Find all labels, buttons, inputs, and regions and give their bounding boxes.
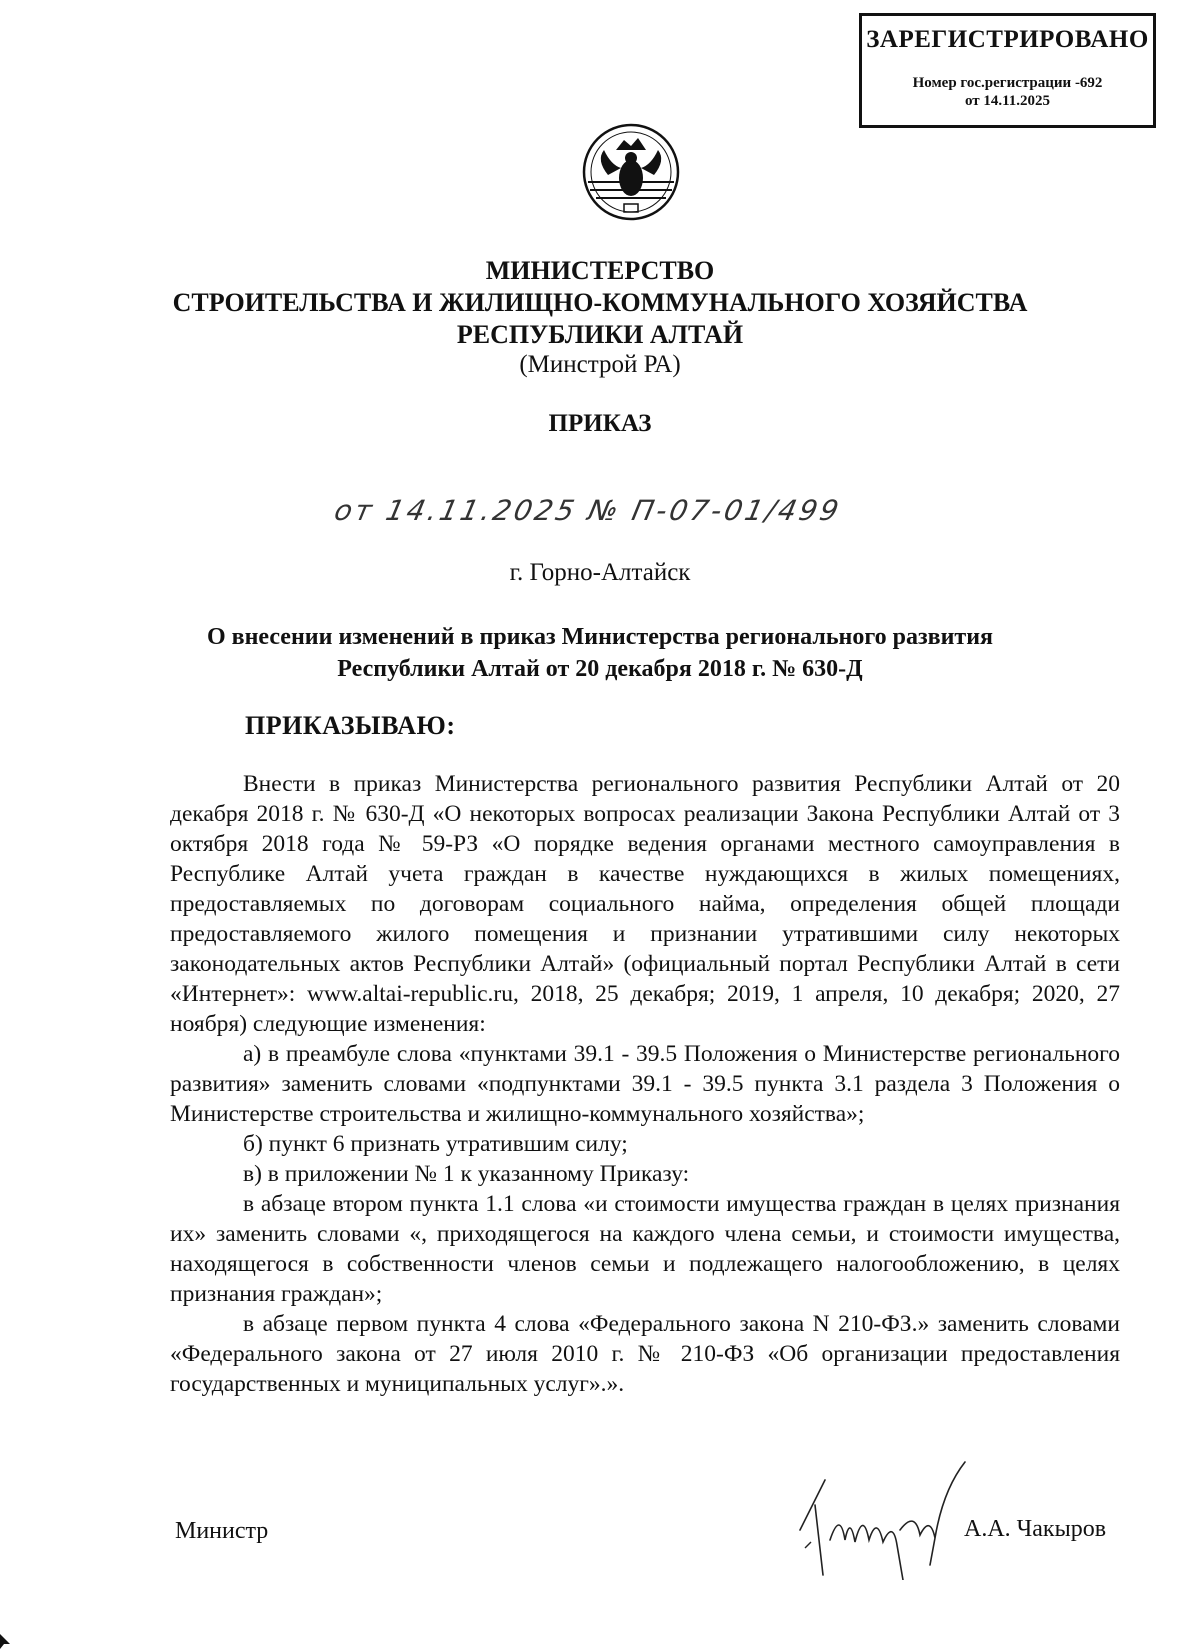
document-subject (0, 621, 1200, 685)
body-paragraph-5: в абзаце втором пункта 1.1 слова «и стоимости имущества граждан в целях признания их» заменить словами «, приходящегося на каждого члена семьи, и стоимости имущества, находящегося в собственности членов семьи и подлежащего налогообложению, в целях признания граждан»; (170, 1191, 1120, 1307)
signer-role: Министр (175, 1518, 269, 1544)
signer-name: А.А. Чакыров (964, 1516, 1107, 1542)
document-body (170, 769, 1120, 1399)
registration-title: ЗАРЕГИСТРИРОВАНО (866, 26, 1149, 53)
body-paragraph-4: в) в приложении № 1 к указанному Приказу: (243, 1161, 690, 1187)
republic-altai-coat-of-arms-icon (566, 120, 696, 225)
order-word: ПРИКАЗЫВАЮ: (245, 711, 456, 740)
subject-line2: Республики Алтай от 20 декабря 2018 г. № 630-Д (337, 656, 863, 682)
body-paragraph-6: в абзаце первом пункта 4 слова «Федерального закона N 210-ФЗ.» заменить словами «Федерального закона от 27 июля 2010 г. № 210-ФЗ «Об организации предоставления государственных и муниципальных услуг».». (170, 1311, 1120, 1397)
body-paragraph-1: Внести в приказ Министерства регионального развития Республики Алтай от 20 декабря 2018 г. № 630-Д «О некоторых вопросах реализации Закона Республики Алтай от 3 октября 2018 года № 59-РЗ «О порядке ведения органами местного самоуправления в Республике Алтай учета граждан в качестве нуждающихся в жилых помещениях, предоставляемых по договорам социального найма, определения общей площади предоставляемого жилого помещения и признании утратившими силу некоторых законодательных актов Республики Алтай» (официальный портал Республики Алтай в сети «Интернет»: www.altai-republic.ru, 2018, 25 декабря; 2019, 1 апреля, 10 декабря; 2020, 27 ноября) следующие изменения: (170, 771, 1120, 1037)
ministry-title-line3: РЕСПУБЛИКИ АЛТАЙ (456, 320, 744, 349)
header (0, 255, 1200, 379)
body-paragraph-3: б) пункт 6 признать утратившим силу; (243, 1131, 628, 1157)
body-paragraph-2: а) в преамбуле слова «пунктами 39.1 - 39.5 Положения о Министерстве регионального развития» заменить словами «подпунктами 39.1 - 39.5 пункта 3.1 раздела 3 Положения о Министерстве строительства и жилищно-коммунального хозяйства»; (170, 1041, 1120, 1127)
city: г. Горно-Алтайск (509, 559, 691, 586)
document-type: ПРИКАЗ (548, 410, 652, 437)
ministry-title-line2: СТРОИТЕЛЬСТВА И ЖИЛИЩНО-КОММУНАЛЬНОГО ХОЗЯЙСТВА (172, 288, 1028, 317)
handwritten-number-date: от 14.11.2025 № П-07-01/499 (331, 494, 845, 527)
signature-block (0, 1460, 1200, 1580)
ministry-title-line1: МИНИСТЕРСТВО (485, 256, 715, 285)
scan-corner-mark (0, 1634, 14, 1649)
registration-date: от 14.11.2025 (964, 93, 1051, 109)
handwritten-signature (785, 1460, 985, 1580)
registration-stamp (859, 13, 1156, 128)
registration-number: Номер гос.регистрации -692 (912, 75, 1103, 91)
subject-line1: О внесении изменений в приказ Министерства регионального развития (206, 624, 994, 650)
ministry-abbreviation: (Минстрой РА) (519, 351, 681, 378)
